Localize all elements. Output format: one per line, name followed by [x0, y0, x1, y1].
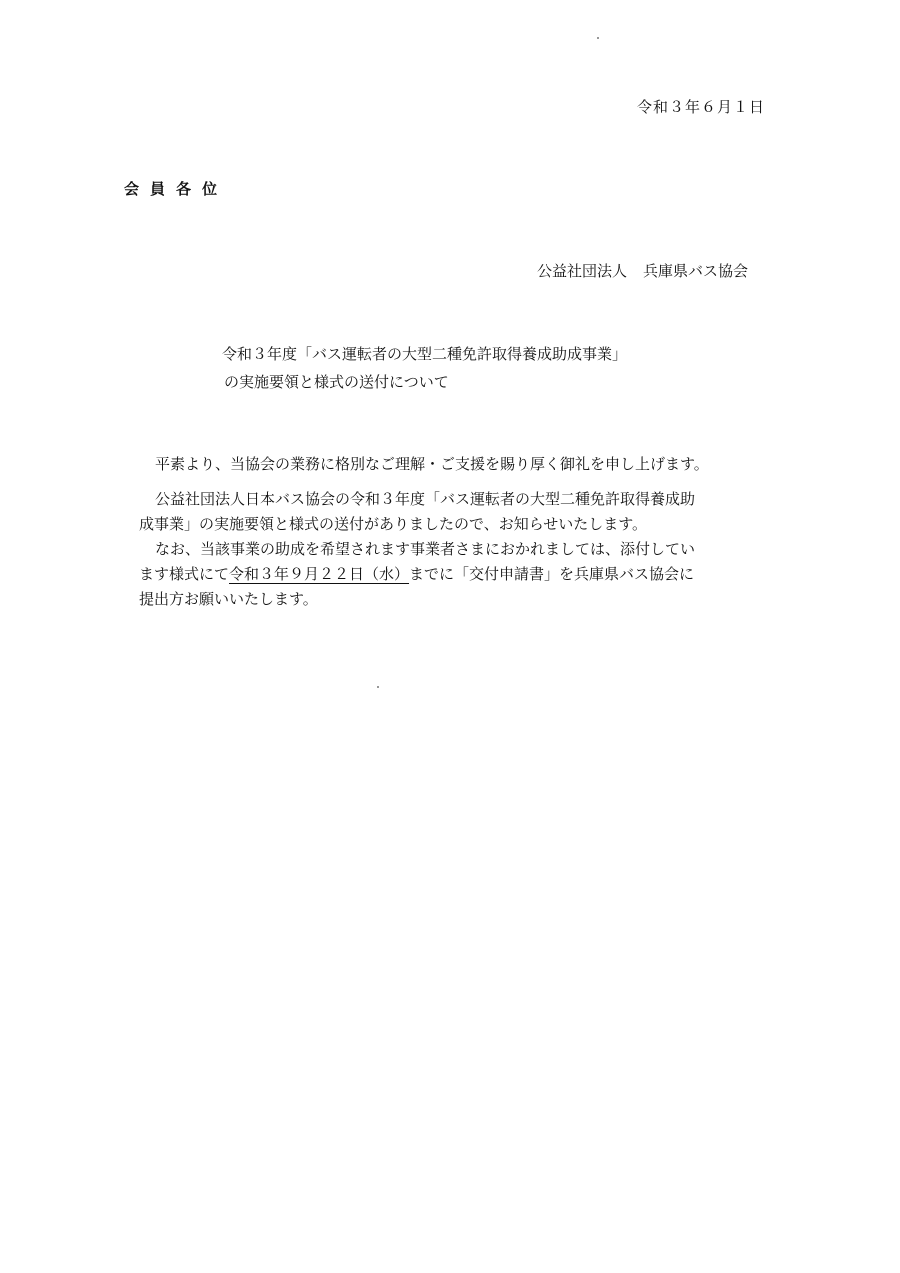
sender-org-name: 兵庫県バス協会 [642, 262, 748, 280]
body-p3-text-before: ます様式にて [139, 565, 230, 583]
deadline-date: 令和３年９月２２日（水） [229, 565, 410, 583]
body-paragraph-3-line-2 [139, 562, 769, 587]
document-date: 令和３年６月１日 [636, 98, 765, 116]
body-paragraph-2-line-2: 成事業」の実施要領と様式の送付がありましたので、お知らせいたします。 [139, 515, 648, 533]
body-paragraph-greeting: 平素より、当協会の業務に格別なご理解・ご支援を賜り厚く御礼を申し上げます。 [155, 455, 709, 473]
sender-organization [537, 260, 748, 281]
body-p3-text-after: までに「交付申請書」を兵庫県バス協会に [409, 565, 695, 583]
body-paragraph-3-line-3: 提出方お願いいたします。 [139, 590, 318, 608]
body-paragraph-3-line-1: なお、当該事業の助成を希望されます事業者さまにおかれましては、添付してい [155, 540, 696, 558]
sender-org-type: 公益社団法人 [536, 262, 627, 280]
subject-line-2: の実施要領と様式の送付について [224, 373, 449, 391]
document-body [139, 452, 769, 612]
document-subject [222, 340, 627, 396]
body-paragraph-2-line-1: 公益社団法人日本バス協会の令和３年度「バス運転者の大型二種免許取得養成助 [155, 490, 696, 508]
scan-speck [597, 37, 599, 39]
recipient-line: 会員各位 [124, 180, 229, 198]
scan-speck [377, 686, 379, 688]
subject-line-1: 令和３年度「バス運転者の大型二種免許取得養成助成事業」 [222, 345, 628, 363]
